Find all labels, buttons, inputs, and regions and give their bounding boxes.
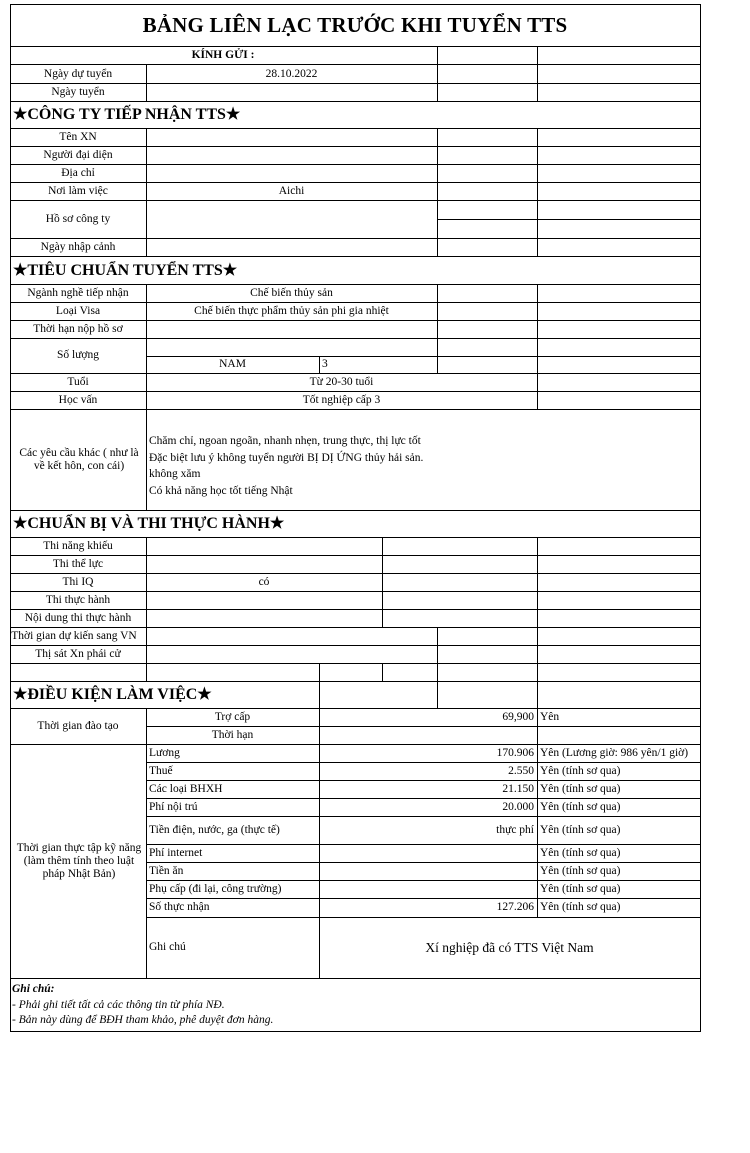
work-item-unit: Yên (tính sơ qua) xyxy=(540,901,621,913)
grid-line xyxy=(10,302,701,303)
thoi-han-label: Thời hạn xyxy=(211,728,254,741)
footer-notes xyxy=(12,982,273,1029)
work-item-value: 20.000 xyxy=(502,800,534,813)
work-item-value xyxy=(319,844,537,862)
grid-line xyxy=(10,4,701,5)
work-item-label: Lương xyxy=(149,746,180,759)
grid-line xyxy=(10,573,701,574)
work-item-unit: Yên (tính sơ qua) xyxy=(540,882,621,895)
thi-iq-label: Thi IQ xyxy=(62,575,94,588)
grid-line xyxy=(10,555,701,556)
thi-sat-label: Thị sát Xn phái cử xyxy=(35,647,121,660)
yeu-cau-khac-label: Các yêu cầu khác ( như là về kết hôn, con cái) xyxy=(19,446,139,472)
grid-line xyxy=(319,356,320,374)
thuc-tap-label: Thời gian thực tập kỹ năng (làm thêm tính theo luật pháp Nhật Bản) xyxy=(16,841,142,880)
nam-label: NAM xyxy=(219,358,246,370)
grid-line xyxy=(10,164,701,165)
notes-line: - Bản này dùng để BĐH tham khảo, phê duyệt đơn hàng. xyxy=(12,1014,274,1026)
notes-line: - Phải ghi tiết tất cả các thông tin từ phía NĐ. xyxy=(12,998,225,1011)
grid-line xyxy=(10,978,701,979)
grid-line xyxy=(10,128,701,129)
grid-line xyxy=(146,128,147,257)
thi-iq-value: có xyxy=(258,575,270,588)
grid-line xyxy=(10,284,701,285)
grid-line xyxy=(10,645,701,646)
ngay-nhap-canh-label: Ngày nhập cảnh xyxy=(40,240,116,253)
grid-line xyxy=(146,898,701,899)
grid-line xyxy=(146,798,701,799)
section-work-title: ★ĐIỀU KIỆN LÀM VIỆC★ xyxy=(13,686,212,703)
grid-line xyxy=(10,537,701,538)
grid-line xyxy=(437,46,438,102)
yeu-cau-line: Đặc biệt lưu ý không tuyển người BỊ DỊ ỨNG thủy hải sản. xyxy=(149,451,424,464)
grid-line xyxy=(10,83,701,84)
grid-line xyxy=(10,409,701,410)
ho-so-cong-ty-label: Hồ sơ công ty xyxy=(45,212,111,225)
section-criteria-title: ★TIÊU CHUẨN TUYỂN TTS★ xyxy=(13,261,238,279)
dia-chi-label: Địa chỉ xyxy=(61,166,95,179)
nguoi-dai-dien-label: Người đại diện xyxy=(43,148,113,161)
work-item-value: 127.206 xyxy=(496,901,534,913)
grid-line xyxy=(146,844,701,845)
work-item-unit: Yên (Lương giờ: 986 yên/1 giờ) xyxy=(540,746,689,759)
ngay-du-tuyen-label: Ngày dự tuyển xyxy=(43,67,113,80)
grid-line xyxy=(537,128,538,257)
grid-line xyxy=(10,256,701,257)
noi-dung-thi-label: Nội dung thi thực hành xyxy=(24,611,132,624)
work-item-unit: Yên (tính sơ qua) xyxy=(540,864,621,877)
grid-line xyxy=(319,663,320,709)
notes-heading: Ghi chú: xyxy=(12,983,55,995)
hoc-van-label: Học vấn xyxy=(58,393,98,406)
yeu-cau-line: Có khả năng học tốt tiếng Nhật xyxy=(149,484,293,497)
thi-nang-khieu-label: Thi năng khiếu xyxy=(43,539,113,552)
grid-line xyxy=(437,128,438,257)
ten-xn-label: Tên XN xyxy=(59,130,97,143)
work-item-label: Các loại BHXH xyxy=(149,782,223,795)
grid-line xyxy=(10,391,701,392)
work-item-value: 170.906 xyxy=(496,746,534,759)
grid-line xyxy=(146,762,701,763)
grid-line xyxy=(437,627,438,709)
grid-line xyxy=(10,200,701,201)
work-item-label: Phụ cấp (đi lại, công trường) xyxy=(149,882,282,895)
grid-line xyxy=(10,320,701,321)
work-item-unit: Yên (tính sơ qua) xyxy=(540,782,621,795)
grid-line xyxy=(146,917,701,918)
grid-line xyxy=(146,880,701,881)
noi-lam-viec-value: Aichi xyxy=(278,184,305,197)
grid-line xyxy=(10,46,701,47)
grid-line xyxy=(382,663,383,682)
grid-line xyxy=(437,219,701,220)
grid-line xyxy=(537,708,538,918)
grid-line xyxy=(146,780,701,781)
grid-line xyxy=(10,681,701,682)
sheet-title: BẢNG LIÊN LẠC TRƯỚC KHI TUYỂN TTS xyxy=(142,12,568,37)
thoi-han-nop-label: Thời hạn nộp hồ sơ xyxy=(33,322,123,335)
work-item-label: Phí nội trú xyxy=(149,800,198,813)
grid-line xyxy=(146,708,147,979)
grid-line xyxy=(146,64,147,102)
grid-line xyxy=(10,1031,701,1032)
work-item-unit: Yên (tính sơ qua) xyxy=(540,800,621,813)
work-item-value: thực phí xyxy=(496,823,534,836)
work-item-label: Số thực nhận xyxy=(149,901,210,913)
ngay-tuyen-label: Ngày tuyển xyxy=(51,85,105,98)
work-item-value xyxy=(319,880,537,898)
work-item-label: Tiền ăn xyxy=(149,864,184,877)
yeu-cau-khac-value xyxy=(146,431,696,503)
grid-line xyxy=(700,4,701,1032)
grid-line xyxy=(146,356,701,357)
so-luong-label: Số lượng xyxy=(56,349,100,361)
thi-thuc-hanh-label: Thi thực hành xyxy=(45,593,111,606)
work-item-label: Phí internet xyxy=(149,846,203,859)
tuoi-value: Từ 20-30 tuổi xyxy=(309,375,374,388)
grid-line xyxy=(382,537,383,628)
section-company-title: ★CÔNG TY TIẾP NHẬN TTS★ xyxy=(13,106,241,123)
grid-line xyxy=(10,744,701,745)
tro-cap-value: 69,900 xyxy=(502,710,534,723)
tuoi-label: Tuổi xyxy=(67,375,89,388)
grid-line xyxy=(10,627,701,628)
grid-line xyxy=(10,238,701,239)
grid-line xyxy=(10,338,701,339)
work-item-unit: Yên (tính sơ qua) xyxy=(540,846,621,859)
grid-line xyxy=(10,708,701,709)
yeu-cau-line: không xăm xyxy=(149,468,201,480)
loai-visa-value: Chế biến thực phẩm thủy sản phi gia nhiệt xyxy=(194,304,389,317)
loai-visa-label: Loại Visa xyxy=(55,304,101,317)
ghi-chu-value: Xí nghiệp đã có TTS Việt Nam xyxy=(425,940,594,955)
yeu-cau-line: Chăm chỉ, ngoan ngoãn, nhanh nhẹn, trung thực, thị lực tốt xyxy=(149,435,421,447)
grid-line xyxy=(10,64,701,65)
grid-line xyxy=(537,537,538,709)
grid-line xyxy=(10,373,701,374)
hoc-van-value: Tốt nghiệp cấp 3 xyxy=(302,393,381,406)
work-item-value: 21.150 xyxy=(502,782,534,795)
nganh-nghe-label: Ngành nghề tiếp nhận xyxy=(27,286,129,299)
noi-lam-viec-label: Nơi làm việc xyxy=(48,184,108,197)
kinh-gui-label: KÍNH GỬI : xyxy=(191,48,255,61)
grid-line xyxy=(146,284,147,511)
ngay-du-tuyen-value: 28.10.2022 xyxy=(265,67,318,80)
grid-line xyxy=(319,708,320,979)
section-exam-title: ★CHUẨN BỊ VÀ THI THỰC HÀNH★ xyxy=(13,515,285,532)
grid-line xyxy=(10,182,701,183)
grid-line xyxy=(437,284,438,374)
thi-the-luc-label: Thi thể lực xyxy=(52,557,104,570)
nganh-nghe-value: Chế biến thủy sản xyxy=(250,286,333,299)
grid-line xyxy=(10,510,701,511)
work-item-unit: Yên (tính sơ qua) xyxy=(540,823,621,836)
tro-cap-label: Trợ cấp xyxy=(214,710,251,723)
grid-line xyxy=(146,537,147,682)
dao-tao-label: Thời gian đào tạo xyxy=(37,719,119,732)
work-item-value: 2.550 xyxy=(508,764,534,777)
grid-line xyxy=(10,609,701,610)
grid-line xyxy=(10,591,701,592)
grid-line xyxy=(10,146,701,147)
work-item-label: Thuế xyxy=(149,764,173,777)
grid-line xyxy=(146,816,701,817)
work-item-unit: Yên (tính sơ qua) xyxy=(540,764,621,777)
grid-line xyxy=(537,284,538,410)
work-item-value xyxy=(319,862,537,880)
thoi-gian-sang-vn-label: Thời gian dự kiến sang VN xyxy=(11,629,137,642)
grid-line xyxy=(10,663,701,664)
work-item-label: Tiền điện, nước, ga (thực tế) xyxy=(149,823,280,836)
ghi-chu-label: Ghi chú xyxy=(149,941,186,953)
grid-line xyxy=(146,726,701,727)
nam-value: 3 xyxy=(322,358,328,370)
tro-cap-unit: Yên xyxy=(540,710,560,723)
grid-line xyxy=(146,862,701,863)
grid-line xyxy=(10,101,701,102)
grid-line xyxy=(10,4,11,1032)
grid-line xyxy=(537,46,538,102)
